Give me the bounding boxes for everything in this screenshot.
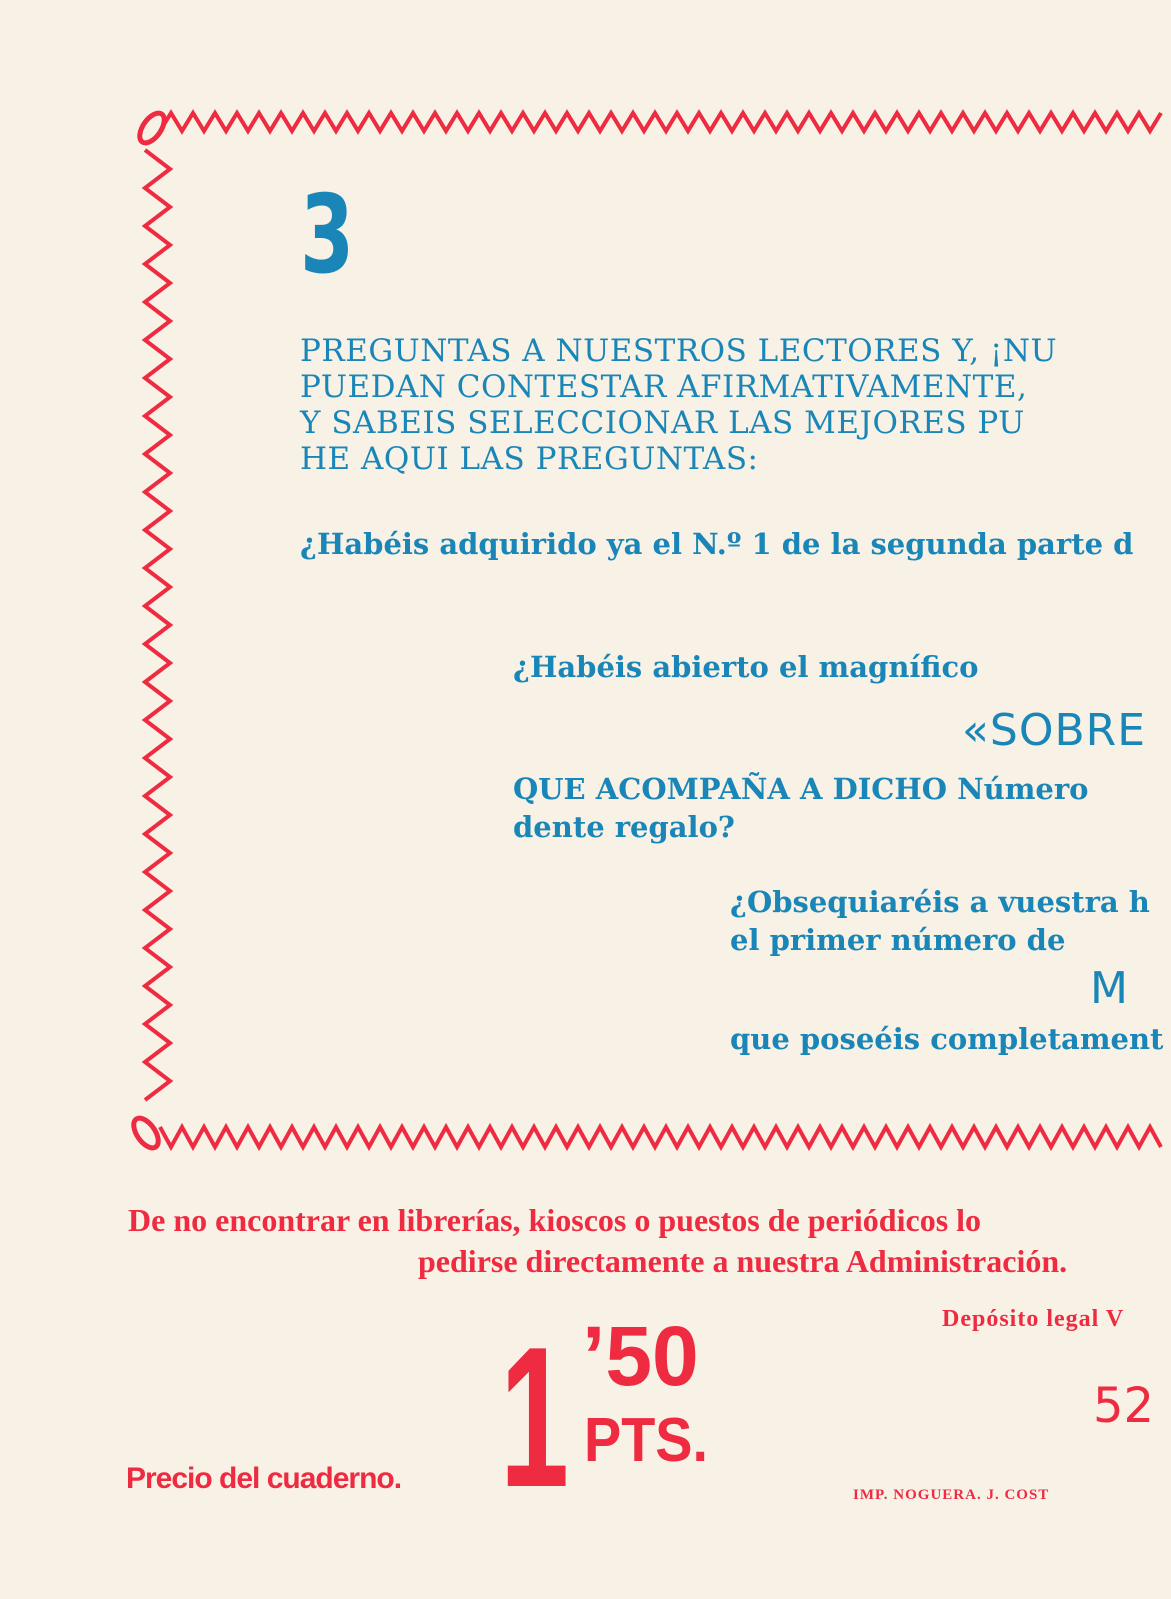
intro-text xyxy=(300,333,1057,477)
intro-line: PUEDAN CONTESTAR AFIRMATIVAMENTE, xyxy=(300,369,1028,405)
intro-line: HE AQUI LAS PREGUNTAS: xyxy=(300,441,759,477)
printer-credit: IMP. NOGUERA. J. COST xyxy=(853,1487,1050,1503)
question-count-number: 3 xyxy=(300,173,355,298)
question-three-continued: que poseéis completament xyxy=(730,1022,1164,1056)
m-title: M xyxy=(1090,963,1128,1014)
price-cents: ’50 xyxy=(582,1309,699,1403)
question-two-continued xyxy=(513,770,1089,846)
intro-line: Y SABEIS SELECCIONAR LAS MEJORES PU xyxy=(300,405,1025,441)
price-whole: 1 xyxy=(500,1306,567,1529)
intro-line: PREGUNTAS A NUESTROS LECTORES Y, ¡NU xyxy=(300,333,1058,369)
price-label: Precio del cuaderno. xyxy=(126,1462,402,1495)
question-two-line: dente regalo? xyxy=(513,810,735,844)
price-currency: PTS. xyxy=(584,1406,709,1475)
question-two-line: QUE ACOMPAÑA A DICHO Número xyxy=(513,772,1089,806)
sobre-title: «SOBRE xyxy=(962,705,1147,756)
zigzag-left xyxy=(145,150,170,1100)
corner-loop-top xyxy=(135,109,169,147)
question-one: ¿Habéis adquirido ya el N.º 1 de la segunda parte d xyxy=(300,527,1134,561)
question-three-line: el primer número de xyxy=(730,923,1066,957)
legal-deposit: Depósito legal V xyxy=(942,1306,1125,1332)
question-three-line: ¿Obsequiaréis a vuestra h xyxy=(730,885,1150,919)
zigzag-bottom xyxy=(160,1127,1161,1147)
notice-line: pedirse directamente a nuestra Administración. xyxy=(418,1243,1068,1279)
notice-line: De no encontrar en librerías, kioscos o puestos de periódicos lo xyxy=(128,1202,982,1238)
corner-loop-bottom xyxy=(129,1114,163,1152)
question-three xyxy=(730,883,1150,959)
issue-code: 52 xyxy=(1093,1378,1155,1434)
question-two: ¿Habéis abierto el magnífico xyxy=(513,650,979,684)
zigzag-top xyxy=(160,113,1161,131)
